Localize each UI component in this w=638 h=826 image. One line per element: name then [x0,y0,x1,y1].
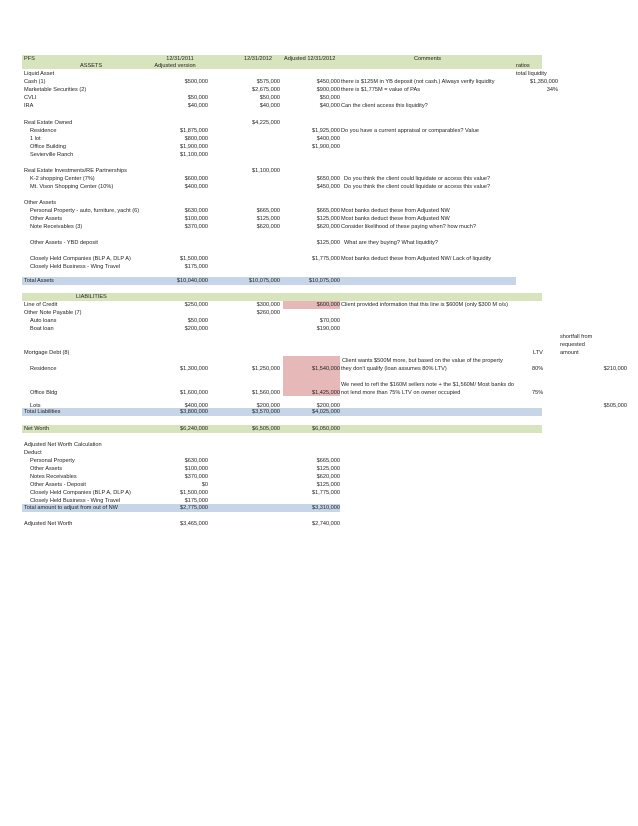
auto-v3: $70,000 [319,318,340,324]
other-pp-v1: $630,000 [184,208,208,214]
re-heading: Real Estate Owned [24,120,73,126]
auto-label: Auto loans [30,318,57,324]
other-nr-label: Note Receivables (3) [30,224,83,230]
re-lot-label: 1 lot [30,136,41,142]
cash-label: Cash (1) [24,79,46,85]
other-oa-v3: $125,000 [316,216,340,222]
other-oa-v2: $125,000 [256,216,280,222]
rep-k2-v1: $600,000 [184,176,208,182]
other-pp-label: Personal Property - auto, furniture, yacht (6) [30,208,140,214]
csv-v2: $50,000 [259,95,280,101]
res-v3: $1,540,000 [312,366,340,372]
boat-v1: $200,000 [184,326,208,332]
other-pp-v3: $665,000 [316,208,340,214]
re-residence-label: Residence [30,128,57,134]
adj-deduct: Deduct [24,450,42,456]
res-comment-2: they don't qualify (loan assumes 80% LTV) [341,366,447,372]
res-v2: $1,250,000 [252,366,280,372]
other-oa-label: Other Assets [30,216,63,222]
other-chc-label: Closely Held Companies (BLP A, DLP A) [30,256,131,262]
mortgage-label: Mortgage Debt (8) [24,350,70,356]
cash-v2: $575,000 [256,79,280,85]
adj-chc-v1: $1,500,000 [180,490,208,496]
col3-header: Adjusted 12/31/2012 [284,56,336,62]
res-comment-1: Client wants $500M more, but based on the value of the property [342,358,503,364]
other-heading: Other Assets [24,200,57,206]
loc-v2: $300,000 [256,302,280,308]
other-ybd-label: Other Assets - YBD deposit [30,240,98,246]
liabilities-heading: LIABILITIES [76,294,107,300]
re-heading-v2: $4,225,000 [252,120,280,126]
total-liab-v3: $4,025,000 [312,409,340,415]
other-chb-v1: $175,000 [184,264,208,270]
ira-v2: $40,000 [259,103,280,109]
adj-oa-v1: $100,000 [184,466,208,472]
total-liquidity-pct: 34% [546,87,558,93]
ob-v3: $1,425,000 [312,390,340,396]
ob-v1: $1,600,000 [180,390,208,396]
boat-v3: $190,000 [316,326,340,332]
other-nr-comment: Consider likelihood of these paying when? how much? [341,224,476,230]
anw-v1: $3,465,000 [180,521,208,527]
adj-nr-label: Notes Receivables [30,474,77,480]
loc-label: Line of Credit [24,302,58,308]
re-residence-comment: Do you have a current appraisal or comparables? Value [341,128,479,134]
re-ranch-v1: $1,100,000 [180,152,208,158]
adj-chc-v3: $1,775,000 [312,490,340,496]
col1-date: 12/31/2011 [166,56,194,62]
onp-label: Other Note Payable (7) [24,310,82,316]
rep-mt-comment: Do you think the client could liquidate or access this value? [344,184,491,190]
rep-mt-label: Mt. Vison Shopping Center (10%) [30,184,114,190]
total-liquidity-value: $1,350,000 [530,79,558,85]
adj-dep-v1: $0 [201,482,208,488]
other-nr-v1: $370,000 [184,224,208,230]
rep-k2-label: K-2 shopping Center (7%) [30,176,95,182]
csv-v3: $50,000 [319,95,340,101]
other-oa-v1: $100,000 [184,216,208,222]
loc-v3: $600,000 [316,302,340,308]
total-liab-v1: $3,800,000 [180,409,208,415]
adj-dep-v3: $125,000 [316,482,340,488]
total-liab-v2: $3,570,000 [252,409,280,415]
net-worth-v2: $6,505,000 [252,426,280,432]
boat-label: Boat loan [30,326,54,332]
adj-total-v1: $2,775,000 [180,505,208,511]
mkt-v3: $900,000 [316,87,340,93]
cash-comment: there is $125M in YB deposit (not cash.) Always verify liquidity [341,79,495,85]
res-ltv: 80% [532,366,544,372]
ob-comment-2: not lend more than 75% LTV on owner occupied [341,390,461,396]
other-pp-comment: Most banks deduct these from Adjusted NW [341,208,450,214]
adj-dep-label: Other Assets - Deposit [30,482,86,488]
assets-header: ASSETS [80,63,103,69]
net-worth-label: Net Worth [24,426,50,432]
other-chc-comment: Most banks deduct these from Adjusted NW/ Lack of liquidity [341,256,492,262]
other-ybd-comment: What are they buying? What liquidity? [344,240,438,246]
col2-date: 12/31/2012 [244,56,272,62]
comments-header: Comments [414,56,442,62]
lots-v1: $400,000 [184,403,208,409]
rep-mt-v3: $450,000 [316,184,340,190]
adj-nr-v3: $620,000 [316,474,340,480]
ira-v1: $40,000 [187,103,208,109]
re-residence-v3: $1,925,000 [312,128,340,134]
mkt-v2: $2,675,000 [252,87,280,93]
rep-k2-v3: $650,000 [316,176,340,182]
lots-v2: $200,000 [256,403,280,409]
adj-chc-label: Closely Held Companies (BLP A, DLP A) [30,490,131,496]
adj-pp-label: Personal Property [30,458,75,464]
rep-heading: Real Estate Investments/RE Partnerships [24,168,127,174]
re-ranch-label: Sevierville Ranch [30,152,74,158]
re-office-v3: $1,900,000 [312,144,340,150]
adj-pp-v3: $665,000 [316,458,340,464]
other-nr-v3: $620,000 [316,224,340,230]
adj-oa-label: Other Assets [30,466,63,472]
total-liab-label: Total Liabilities [24,409,61,415]
lots-v3: $200,000 [316,403,340,409]
adj-total-label: Total amount to adjust from out of NW [24,505,118,511]
adj-total-v3: $3,310,000 [312,505,340,511]
total-assets-v2: $10,075,000 [248,278,280,284]
net-worth-v3: $6,050,000 [312,426,340,432]
ob-v2: $1,560,000 [252,390,280,396]
adj-chb-label: Closely Held Business - Wing Travel [30,498,121,504]
other-chc-v3: $1,775,000 [312,256,340,262]
adj-pp-v1: $630,000 [184,458,208,464]
loc-v1: $250,000 [184,302,208,308]
ob-ltv: 75% [532,390,544,396]
mkt-comment: there is $1,775M = value of PAs [341,87,421,93]
ob-label: Office Bldg [30,390,58,396]
onp-v2: $260,000 [256,310,280,316]
rep-k2-comment: Do you think the client could liquidate or access this value? [344,176,491,182]
re-office-v1: $1,900,000 [180,144,208,150]
liquid-heading: Liquid Asset [24,71,55,77]
shortfall-header-1: shortfall from [560,334,593,340]
total-assets-v1: $10,040,000 [176,278,208,284]
total-liquidity-label: total liquidity [516,71,547,77]
res-shortfall: $210,000 [603,366,627,372]
re-residence-v1: $1,875,000 [180,128,208,134]
auto-v1: $50,000 [187,318,208,324]
col1-subtitle: Adjusted version [154,63,196,69]
net-worth-v1: $6,240,000 [180,426,208,432]
loc-comment: Client provided information that this line is $600M (only $300 M o/s) [341,302,508,308]
ira-comment: Can the client access this liquidity? [341,103,428,109]
lots-shortfall: $505,000 [603,403,627,409]
other-chb-label: Closely Held Business - Wing Travel [30,264,121,270]
shortfall-header-2: requested [560,342,585,348]
res-v1: $1,300,000 [180,366,208,372]
csv-v1: $50,000 [187,95,208,101]
other-nr-v2: $620,000 [256,224,280,230]
re-office-label: Office Building [30,144,66,150]
adj-heading: Adjusted Net Worth Calculation [24,442,102,448]
ratios-label: ratios [516,63,530,69]
adj-chb-v1: $175,000 [184,498,208,504]
shortfall-header-3: amount [560,350,579,356]
ira-v3: $40,000 [319,103,340,109]
re-lot-v1: $800,000 [184,136,208,142]
lots-label: Lots [30,403,41,409]
anw-v3: $2,740,000 [312,521,340,527]
adj-nr-v1: $370,000 [184,474,208,480]
mkt-label: Marketable Securities (2) [24,87,87,93]
liabilities-band-right [516,293,542,301]
ltv-header: LTV [533,350,543,356]
other-chc-v1: $1,500,000 [180,256,208,262]
other-ybd-v3: $125,000 [316,240,340,246]
ob-comment-1: We need to refi the $160M sellers note + the $1,560M/ Most banks do [341,382,514,388]
other-pp-v2: $665,000 [256,208,280,214]
pfs-label: PFS [24,56,35,62]
cash-v3: $450,000 [316,79,340,85]
rep-heading-v2: $1,100,000 [252,168,280,174]
cash-v1: $500,000 [184,79,208,85]
res-label: Residence [30,366,57,372]
other-oa-comment: Most banks deduct these from Adjusted NW [341,216,450,222]
ira-label: IRA [24,103,34,109]
re-lot-v3: $400,000 [316,136,340,142]
csv-label: CVLI [24,95,37,101]
total-assets-v3: $10,075,000 [308,278,340,284]
total-assets-label: Total Assets [24,278,54,284]
rep-mt-v1: $400,000 [184,184,208,190]
adj-oa-v3: $125,000 [316,466,340,472]
anw-label: Adjusted Net Worth [24,521,73,527]
